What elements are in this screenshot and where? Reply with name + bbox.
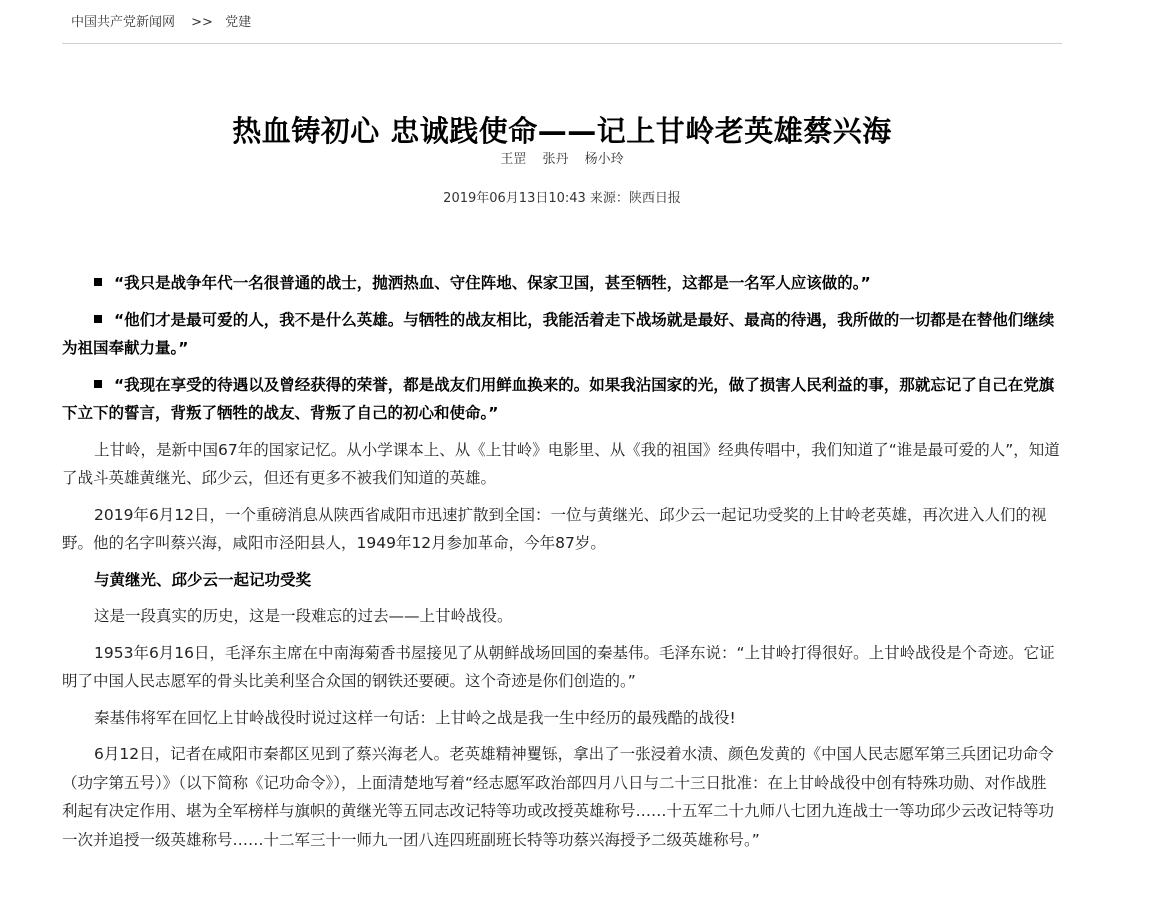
- section-subheading: 与黄继光、邱少云一起记功受奖: [94, 570, 312, 589]
- lead-quote-text: “我现在享受的待遇以及曾经获得的荣誉，都是战友们用鲜血换来的。如果我沾国家的光，做了损害人民利益的事，那就忘记了自己在党旗下立下的誓言，背叛了牺牲的战友、背叛了自己的初心和使命。”: [62, 375, 1055, 422]
- article-body: [62, 269, 1062, 862]
- lead-quote: [62, 371, 1062, 428]
- body-paragraph: 1953年6月16日，毛泽东主席在中南海菊香书屋接见了从朝鲜战场回国的秦基伟。毛泽东说：“上甘岭打得很好。上甘岭战役是个奇迹。它证明了中国人民志愿军的骨头比美利坚合众国的钢铁还要硬。这个奇迹是你们创造的。”: [62, 643, 1055, 690]
- body-paragraph: 2019年6月12日，一个重磅消息从陕西省咸阳市迅速扩散到全国：一位与黄继光、邱少云一起记功受奖的上甘岭老英雄，再次进入人们的视野。他的名字叫蔡兴海，咸阳市泾阳县人，1949年12月参加革命，今年87岁。: [62, 505, 1047, 552]
- header-divider: [62, 43, 1062, 44]
- square-bullet-icon: [94, 380, 102, 388]
- article-source: 来源：陕西日报: [589, 191, 681, 206]
- article-title: 热血铸初心 忠诚践使命——记上甘岭老英雄蔡兴海: [232, 114, 892, 149]
- breadcrumb-separator: >>: [191, 15, 213, 30]
- body-paragraph: 6月12日，记者在咸阳市秦都区见到了蔡兴海老人。老英雄精神矍铄，拿出了一张浸着水渍、颜色发黄的《中国人民志愿军第三兵团记功命令（功字第五号）》（以下简称《记功命令》），上面清楚地写着“经志愿军政治部四月八日与二十三日批准：在上甘岭战役中创有特殊功勋、对作战胜利起有决定作用、堪为全军榜样与旗帜的黄继光等五同志改记特等功或改授英雄称号……十五军二十九师八七团九连战士一等功邱少云改记特等功一次并追授一级英雄称号……十二军三十一师九一团八连四班副班长特等功蔡兴海授予二级英雄称号。”: [62, 745, 1055, 849]
- body-paragraph: 秦基伟将军在回忆上甘岭战役时说过这样一句话：上甘岭之战是我一生中经历的最残酷的战役!: [94, 708, 736, 727]
- article-meta: [0, 187, 1124, 206]
- article-authors: [0, 148, 1124, 167]
- breadcrumb: [71, 11, 251, 30]
- publish-datetime: 2019年06月13日10:43: [443, 191, 586, 206]
- lead-quote-text: “他们才是最可爱的人，我不是什么英雄。与牺牲的战友相比，我能活着走下战场就是最好、最高的待遇，我所做的一切都是在替他们继续为祖国奉献力量。”: [62, 310, 1055, 357]
- lead-quote-text: “我只是战争年代一名很普通的战士，抛洒热血、守住阵地、保家卫国，甚至牺牲，这都是一名军人应该做的。”: [114, 274, 871, 292]
- lead-quote: [62, 269, 1062, 298]
- author-name: 王罡: [500, 152, 527, 167]
- body-paragraph: 上甘岭，是新中国67年的国家记忆。从小学课本上、从《上甘岭》电影里、从《我的祖国》经典传唱中，我们知道了“谁是最可爱的人”，知道了战斗英雄黄继光、邱少云，但还有更多不被我们知道的英雄。: [62, 440, 1060, 487]
- breadcrumb-home-link[interactable]: 中国共产党新闻网: [71, 15, 176, 30]
- square-bullet-icon: [94, 315, 102, 323]
- lead-quote: [62, 306, 1062, 363]
- body-paragraph: 这是一段真实的历史，这是一段难忘的过去——上甘岭战役。: [94, 607, 513, 625]
- square-bullet-icon: [94, 278, 102, 286]
- author-name: 张丹: [542, 152, 569, 167]
- author-name: 杨小玲: [584, 152, 624, 167]
- breadcrumb-section-link[interactable]: 党建: [225, 15, 252, 30]
